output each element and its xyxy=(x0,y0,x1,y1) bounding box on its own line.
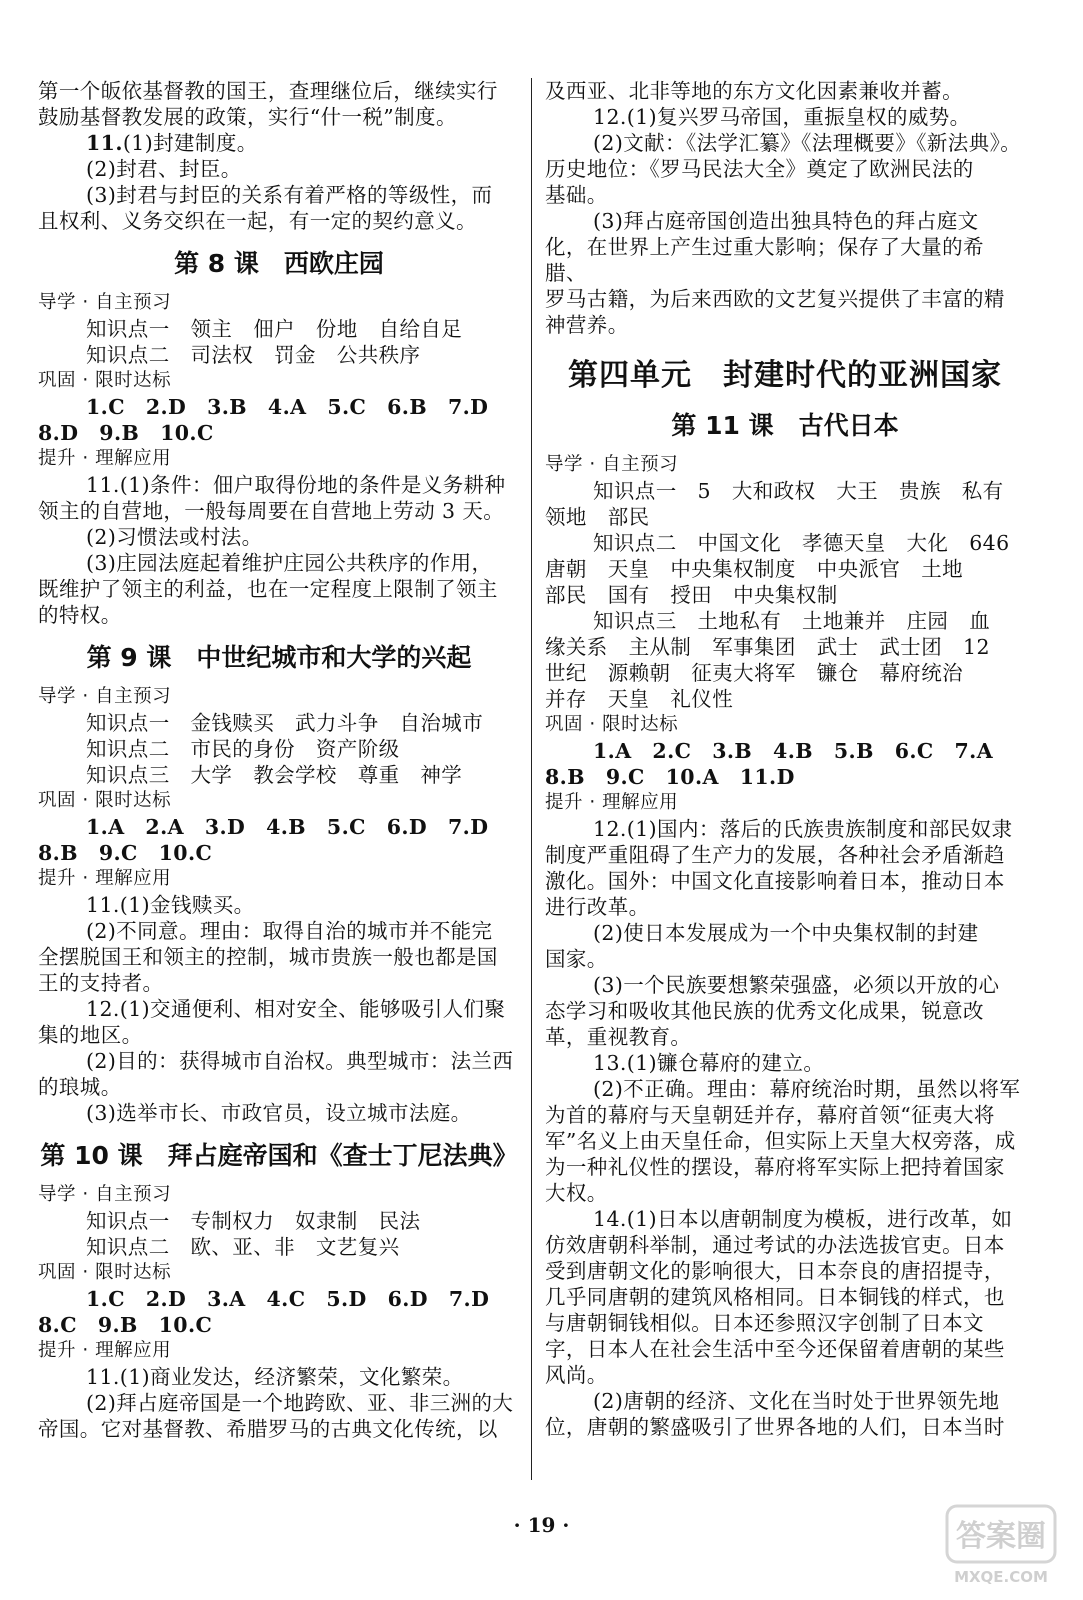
answer-line: 字，日本人在社会生活中至今还保留着唐朝的某些 xyxy=(545,1337,1005,1361)
question-number: 11. xyxy=(86,131,123,155)
answer-line: 全摆脱国王和领主的控制，城市贵族一般也都是国 xyxy=(38,945,498,969)
question-11 xyxy=(38,130,520,156)
section-heading: 导学 · 自主预习 xyxy=(38,292,172,313)
answer-line: 进行改革。 xyxy=(545,895,650,919)
section-heading: 提升 · 理解应用 xyxy=(38,448,172,469)
section-heading: 巩固 · 限时达标 xyxy=(38,1262,172,1283)
knowledge-point: 知识点二 司法权 罚金 公共秩序 xyxy=(86,343,421,367)
left-column xyxy=(38,78,520,1442)
answer-line: 化，在世界上产生过重大影响；保存了大量的希腊、 xyxy=(545,235,984,285)
lesson-11-title: 第 11 课 古代日本 xyxy=(671,411,899,440)
answer-line: (3)庄园法庭起着维护庄园公共秩序的作用， xyxy=(86,551,493,575)
section-heading: 提升 · 理解应用 xyxy=(38,1340,172,1361)
section-heading: 导学 · 自主预习 xyxy=(38,1184,172,1205)
answer-line: 历史地位：《罗马民法大全》奠定了欧洲民法的 xyxy=(545,157,974,181)
choice-answers: 1.C 2.D 3.B 4.A 5.C 6.B 7.D xyxy=(86,395,489,419)
answer-line: (2)不正确。理由：幕府统治时期，虽然以将军 xyxy=(593,1077,1021,1101)
answer-line: (2)文献：《法学汇纂》《法理概要》《新法典》。 xyxy=(593,131,1022,155)
knowledge-point: 部民 国有 授田 中央集权制 xyxy=(545,583,838,607)
answer-line: (2)目的：获得城市自治权。典型城市：法兰西 xyxy=(86,1049,514,1073)
answer-line: 集的地区。 xyxy=(38,1023,143,1047)
answer-line: (3)拜占庭帝国创造出独具特色的拜占庭文 xyxy=(593,209,979,233)
watermark-logo xyxy=(945,1504,1057,1588)
answer-line: 军”名义上由天皇任命，但实际上天皇大权旁落，成 xyxy=(545,1129,1016,1153)
watermark-url: MXQE.COM xyxy=(954,1568,1048,1586)
answer-line: 位，唐朝的繁盛吸引了世界各地的人们，日本当时 xyxy=(545,1415,1005,1439)
knowledge-point: 知识点三 土地私有 土地兼并 庄园 血 xyxy=(593,609,991,633)
answer-line: (2)唐朝的经济、文化在当时处于世界领先地 xyxy=(593,1389,1000,1413)
answer-line: 大权。 xyxy=(545,1181,608,1205)
answer-line: 国家。 xyxy=(545,947,608,971)
answer-line: 为首的幕府与天皇朝廷并存，幕府首领“征夷大将 xyxy=(545,1103,995,1127)
text-line: 第一个皈依基督教的国王，查理继位后，继续实行 xyxy=(38,79,498,103)
text-line: 鼓励基督教发展的政策，实行“什一税”制度。 xyxy=(38,105,457,129)
text-line: 及西亚、北非等地的东方文化因素兼收并蓄。 xyxy=(545,79,963,103)
answer-line: (2)不同意。理由：取得自治的城市并不能完 xyxy=(86,919,493,943)
answer-line: 12.(1)复兴罗马帝国，重振皇权的威势。 xyxy=(593,105,971,129)
answer-line: 的特权。 xyxy=(38,603,122,627)
lesson-8-title: 第 8 课 西欧庄园 xyxy=(174,249,384,278)
section-heading: 导学 · 自主预习 xyxy=(38,686,172,707)
answer-line: 11.(1)金钱赎买。 xyxy=(86,893,255,917)
section-heading: 巩固 · 限时达标 xyxy=(38,790,172,811)
answer-line: 12.(1)国内：落后的氏族贵族制度和部民奴隶 xyxy=(593,817,1013,841)
unit-title: 第四单元 封建时代的亚洲国家 xyxy=(568,358,1002,393)
knowledge-point: 知识点一 领主 佃户 份地 自给自足 xyxy=(86,317,463,341)
choice-answers: 1.A 2.A 3.D 4.B 5.C 6.D 7.D xyxy=(86,815,489,839)
answer-line: 王的支持者。 xyxy=(38,971,164,995)
answer-line: 11.(1)条件：佃户取得份地的条件是义务耕种 xyxy=(86,473,506,497)
answer-line: (2)使日本发展成为一个中央集权制的封建 xyxy=(593,921,979,945)
lesson-10-title: 第 10 课 拜占庭帝国和《查士丁尼法典》 xyxy=(40,1141,518,1170)
answer-line: 的琅城。 xyxy=(38,1075,122,1099)
answer-line: 14.(1)日本以唐朝制度为模板，进行改革，如 xyxy=(593,1207,1013,1231)
answer-line: (2)拜占庭帝国是一个地跨欧、亚、非三洲的大 xyxy=(86,1391,514,1415)
answer-line: 既维护了领主的利益，也在一定程度上限制了领主 xyxy=(38,577,498,601)
knowledge-point: 知识点一 专制权力 奴隶制 民法 xyxy=(86,1209,421,1233)
answer-line: 12.(1)交通便利、相对安全、能够吸引人们聚 xyxy=(86,997,506,1021)
choice-answers: 1.A 2.C 3.B 4.B 5.B 6.C 7.A xyxy=(593,739,994,763)
section-heading: 导学 · 自主预习 xyxy=(545,454,679,475)
answer-line: 制度严重阻碍了生产力的发展，各种社会矛盾渐趋 xyxy=(545,843,1005,867)
answer-line: 风尚。 xyxy=(545,1363,608,1387)
answer-line: 神营养。 xyxy=(545,313,629,337)
knowledge-point: 唐朝 天皇 中央集权制度 中央派官 土地 xyxy=(545,557,963,581)
right-column xyxy=(545,78,1025,1440)
column-divider xyxy=(531,78,532,1480)
answer-line: (3)一个民族要想繁荣强盛，必须以开放的心 xyxy=(593,973,1000,997)
knowledge-point: 缘关系 主从制 军事集团 武士 武士团 12 xyxy=(545,635,990,659)
choice-answers: 8.B 9.C 10.A 11.D xyxy=(545,765,795,789)
answer-line: 13.(1)镰仓幕府的建立。 xyxy=(593,1051,825,1075)
section-heading: 巩固 · 限时达标 xyxy=(38,370,172,391)
answer-text: (1)封建制度。 xyxy=(122,131,258,155)
section-heading: 提升 · 理解应用 xyxy=(38,868,172,889)
knowledge-point: 知识点二 中国文化 孝德天皇 大化 646 xyxy=(593,531,1010,555)
answer-line: 与唐朝铜钱相似。日本还参照汉字创制了日本文 xyxy=(545,1311,984,1335)
knowledge-point: 知识点二 市民的身份 资产阶级 xyxy=(86,737,400,761)
answer-line: 11.(1)商业发达，经济繁荣，文化繁荣。 xyxy=(86,1365,464,1389)
answer-line: (3)封君与封臣的关系有着严格的等级性，而 xyxy=(86,183,493,207)
answer-line: 基础。 xyxy=(545,183,608,207)
answer-line: 且权利、义务交织在一起，有一定的契约意义。 xyxy=(38,209,477,233)
lesson-9-title: 第 9 课 中世纪城市和大学的兴起 xyxy=(86,643,472,672)
answer-line: 仿效唐朝科举制，通过考试的办法选拔官吏。日本 xyxy=(545,1233,1005,1257)
section-heading: 提升 · 理解应用 xyxy=(545,792,679,813)
knowledge-point: 世纪 源赖朝 征夷大将军 镰仓 幕府统治 xyxy=(545,661,963,685)
knowledge-point: 知识点一 5 大和政权 大王 贵族 私有 xyxy=(593,479,1004,503)
answer-line: 激化。国外：中国文化直接影响着日本，推动日本 xyxy=(545,869,1005,893)
answer-line: 革，重视教育。 xyxy=(545,1025,692,1049)
answer-line: 领主的自营地，一般每周要在自营地上劳动 3 天。 xyxy=(38,499,505,523)
knowledge-point: 并存 天皇 礼仪性 xyxy=(545,687,734,711)
answer-line: (2)习惯法或村法。 xyxy=(86,525,263,549)
knowledge-point: 知识点三 大学 教会学校 尊重 神学 xyxy=(86,763,463,787)
answer-line: (3)选举市长、市政官员，设立城市法庭。 xyxy=(86,1101,472,1125)
answer-line: (2)封君、封臣。 xyxy=(86,157,242,181)
choice-answers: 1.C 2.D 3.A 4.C 5.D 6.D 7.D xyxy=(86,1287,490,1311)
page-number: · 19 · xyxy=(513,1513,570,1537)
choice-answers: 8.B 9.C 10.C xyxy=(38,841,213,865)
answer-line: 为一种礼仪性的摆设，幕府将军实际上把持着国家 xyxy=(545,1155,1005,1179)
answer-line: 态学习和吸收其他民族的优秀文化成果，锐意改 xyxy=(545,999,984,1023)
knowledge-point: 领地 部民 xyxy=(545,505,650,529)
section-heading: 巩固 · 限时达标 xyxy=(545,714,679,735)
answer-line: 罗马古籍，为后来西欧的文艺复兴提供了丰富的精 xyxy=(545,287,1005,311)
watermark-text: 答案圈 xyxy=(956,1519,1046,1554)
answer-line: 几乎同唐朝的建筑风格相同。日本铜钱的样式，也 xyxy=(545,1285,1005,1309)
knowledge-point: 知识点一 金钱赎买 武力斗争 自治城市 xyxy=(86,711,484,735)
answer-line: 受到唐朝文化的影响很大，日本奈良的唐招提寺， xyxy=(545,1259,1005,1283)
choice-answers: 8.C 9.B 10.C xyxy=(38,1313,213,1337)
knowledge-point: 知识点二 欧、亚、非 文艺复兴 xyxy=(86,1235,400,1259)
answer-line: 帝国。它对基督教、希腊罗马的古典文化传统，以 xyxy=(38,1417,498,1441)
choice-answers: 8.D 9.B 10.C xyxy=(38,421,214,445)
